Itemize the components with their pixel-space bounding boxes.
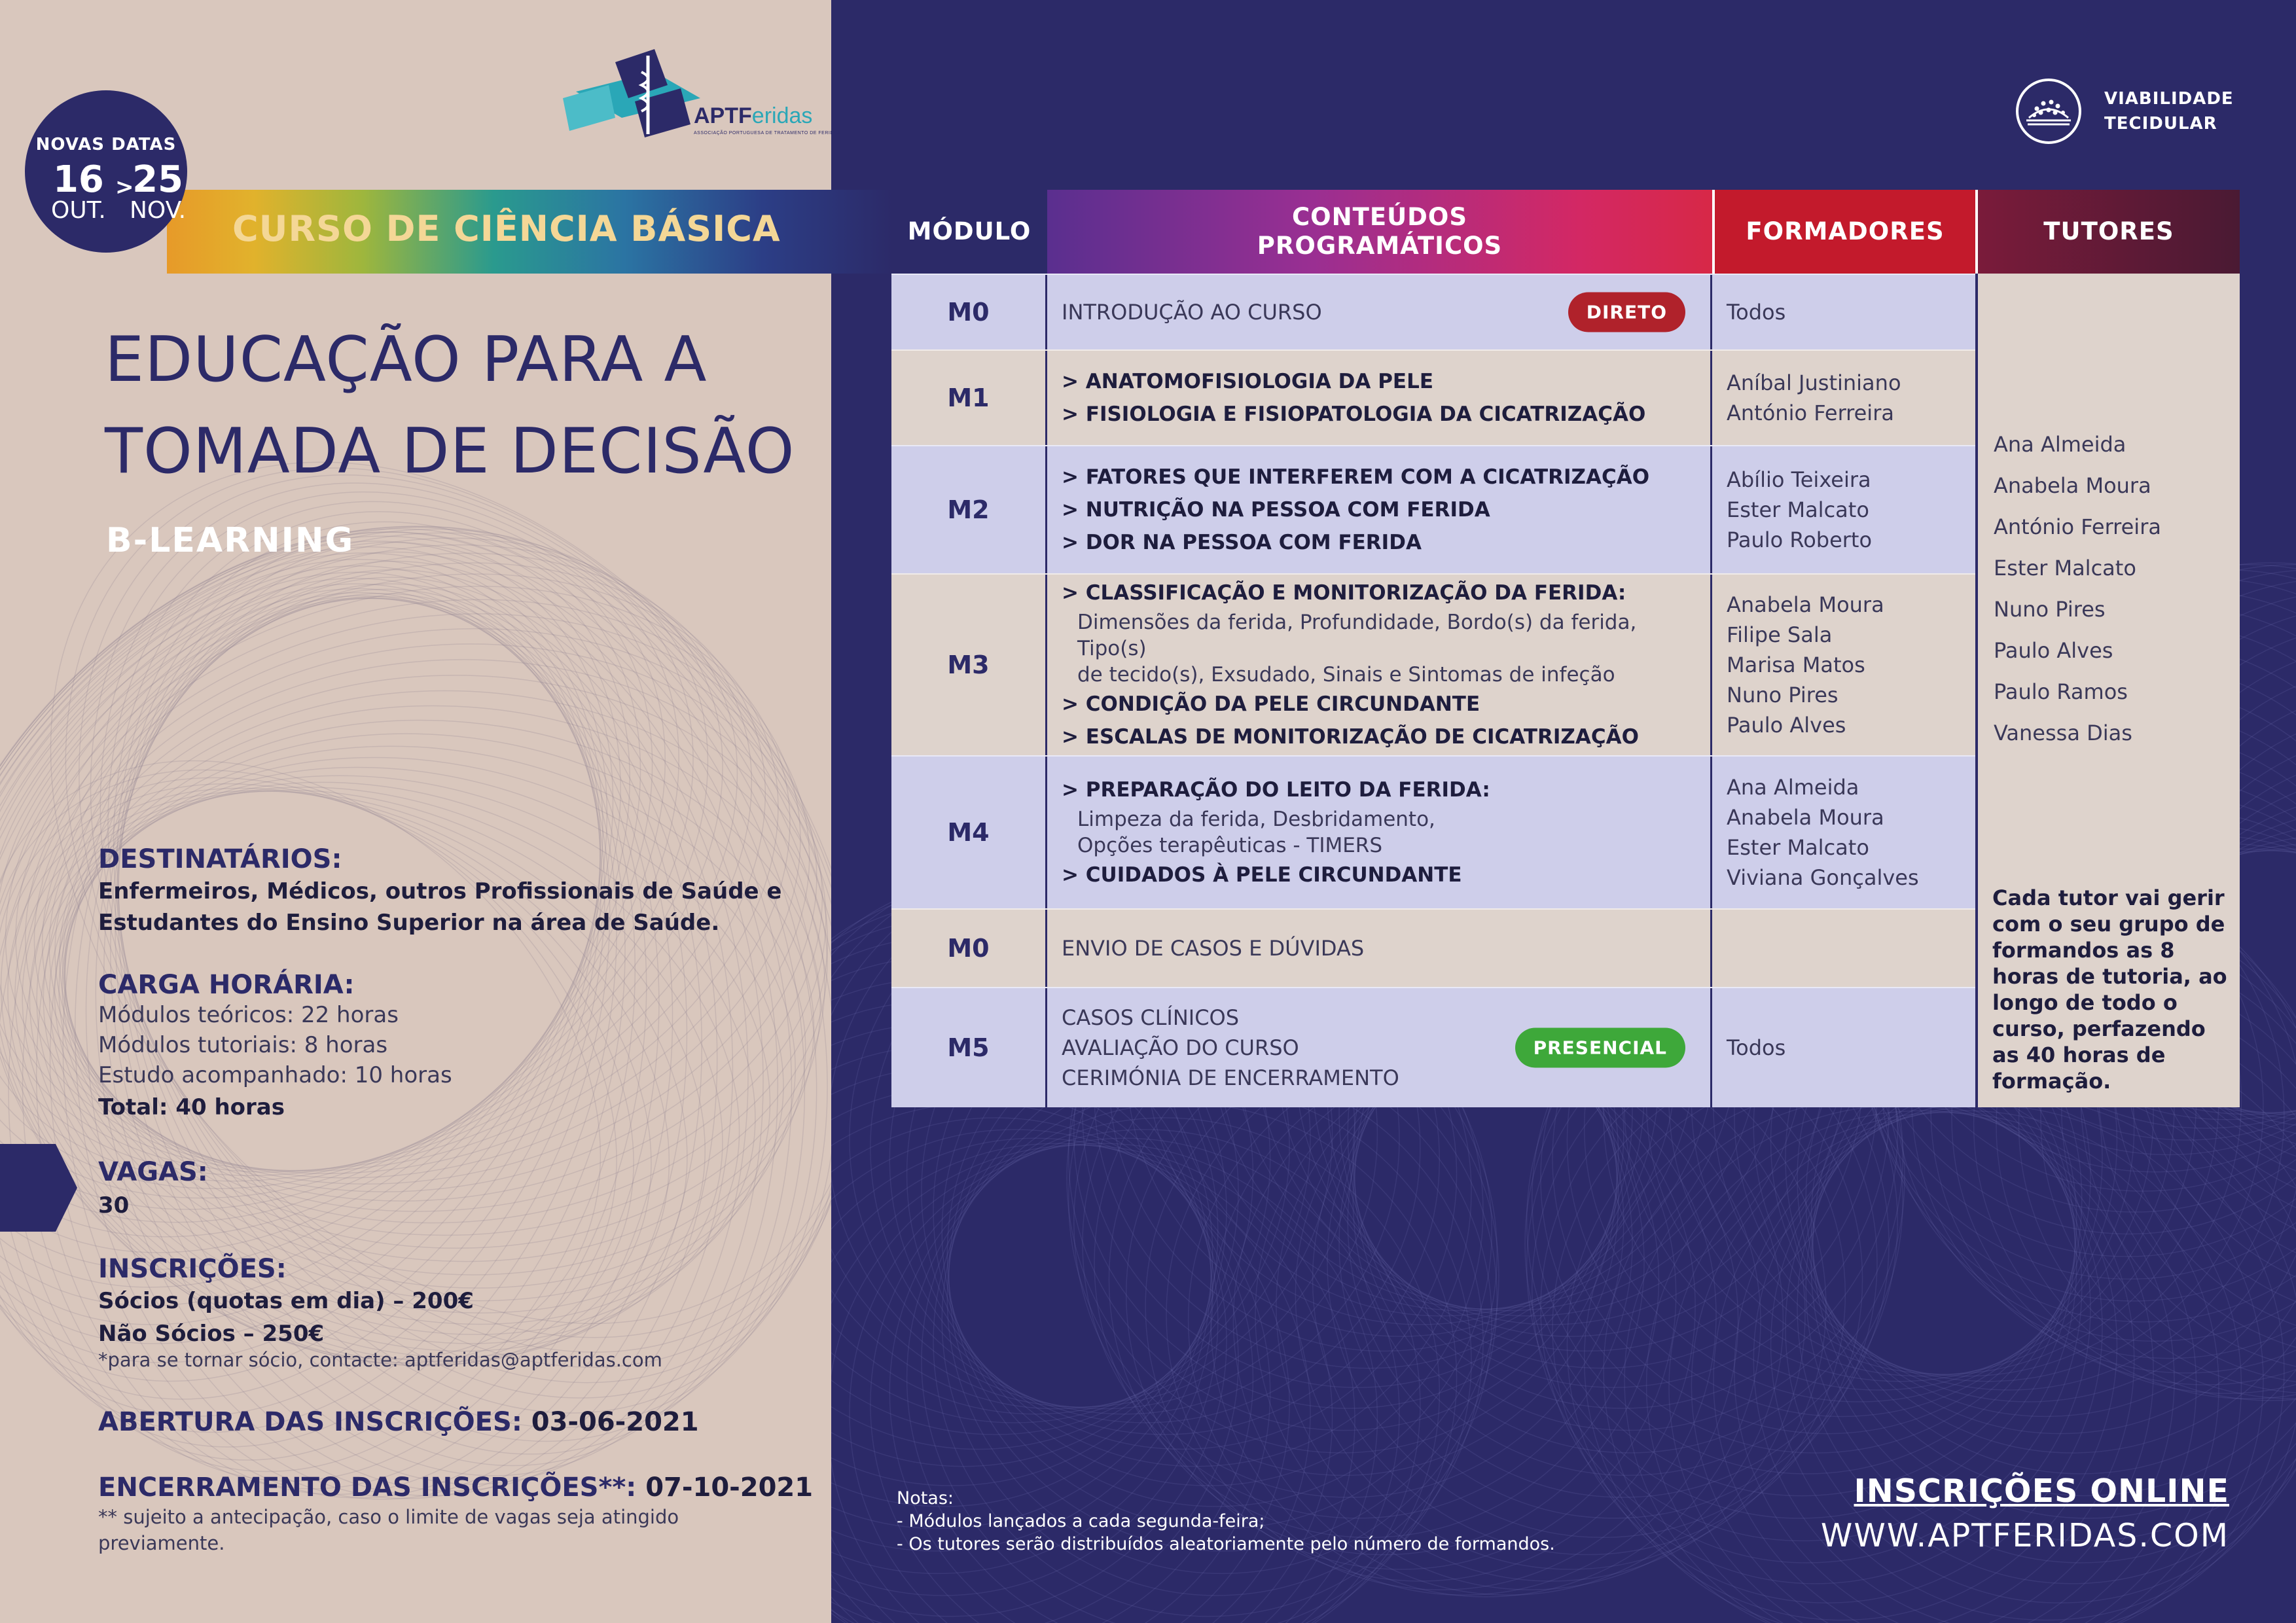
- abertura: [98, 1407, 699, 1437]
- content-detail: Limpeza da ferida, Desbridamento,: [1077, 808, 1435, 831]
- tutors-list: [1994, 424, 2161, 754]
- content-detail: Opções terapêuticas - TIMERS: [1077, 834, 1383, 857]
- logo-wordmark: APTFeridas: [694, 103, 813, 128]
- table-row: [891, 349, 1975, 445]
- start-day: 16: [52, 158, 104, 201]
- date-arrow: >: [115, 174, 134, 200]
- start-month: OUT.: [51, 197, 106, 224]
- destinatarios-line: Estudantes do Ensino Superior na área de Saúde.: [98, 910, 720, 936]
- module-code: M4: [891, 757, 1047, 908]
- page-title: [105, 314, 812, 497]
- destinatarios-line: Enfermeiros, Médicos, outros Profissionais de Saúde e: [98, 878, 782, 904]
- content-line: > ESCALAS DE MONITORIZAÇÃO DE CICATRIZAÇÃO: [1062, 725, 1639, 749]
- content-line: > DOR NA PESSOA COM FERIDA: [1062, 531, 1422, 554]
- trainer-name: Anabela Moura: [1727, 805, 1884, 830]
- logo-subtitle: ASSOCIAÇÃO PORTUGUESA DE TRATAMENTO DE FERIDAS: [694, 131, 841, 135]
- module-trainers: [1712, 351, 1975, 445]
- date-label: NOVAS DATAS: [35, 135, 177, 154]
- table-row: [891, 573, 1975, 755]
- carga-total: Total: 40 horas: [98, 1094, 285, 1120]
- inscricoes-note: *para se tornar sócio, contacte: aptferidas@aptferidas.com: [98, 1349, 662, 1371]
- vagas-value: 30: [98, 1192, 130, 1219]
- trainer-name: Marisa Matos: [1727, 652, 1865, 677]
- trainer-name: Ana Almeida: [1727, 775, 1859, 800]
- module-code: M2: [891, 446, 1047, 573]
- carga-heading: CARGA HORÁRIA:: [98, 970, 355, 1000]
- abertura-date: 03-06-2021: [522, 1407, 699, 1437]
- table-row: [891, 987, 1975, 1107]
- header-formadores: FORMADORES: [1712, 190, 1975, 274]
- content-line: CERIMÓNIA DE ENCERRAMENTO: [1062, 1065, 1399, 1090]
- module-trainers: [1712, 910, 1975, 987]
- trainer-name: Todos: [1727, 300, 1786, 325]
- tutor-name: Paulo Ramos: [1994, 679, 2128, 704]
- trainer-name: Paulo Alves: [1727, 713, 1846, 738]
- table-header: [891, 190, 2240, 274]
- table-row: [891, 445, 1975, 573]
- encerramento: [98, 1472, 813, 1503]
- module-content: [1047, 351, 1712, 445]
- trainer-name: Filipe Sala: [1727, 622, 1833, 647]
- tutor-name: António Ferreira: [1994, 514, 2161, 539]
- content-line: CASOS CLÍNICOS: [1062, 1005, 1240, 1030]
- module-trainers: [1712, 446, 1975, 573]
- header-conteudos: [1047, 190, 1712, 274]
- content-line: > FATORES QUE INTERFEREM COM A CICATRIZAÇÃO: [1062, 465, 1650, 489]
- content-line: > FISIOLOGIA E FISIOPATOLOGIA DA CICATRIZAÇÃO: [1062, 402, 1646, 426]
- module-content: [1047, 757, 1712, 908]
- carga-line: Módulos tutoriais: 8 horas: [98, 1032, 388, 1058]
- module-code: M3: [891, 575, 1047, 755]
- aptferidas-logo: [550, 46, 772, 144]
- trainer-name: Ester Malcato: [1727, 835, 1869, 860]
- end-day: 25: [132, 158, 183, 201]
- vagas-heading: VAGAS:: [98, 1157, 208, 1187]
- tutor-name: Ester Malcato: [1994, 556, 2136, 580]
- start-date: [51, 158, 106, 224]
- program-table: [891, 190, 2240, 1107]
- encerramento-date: 07-10-2021: [636, 1472, 814, 1503]
- trainer-name: Nuno Pires: [1727, 683, 1839, 707]
- viabilidade-line: VIABILIDADE: [2104, 89, 2234, 109]
- trainer-name: Paulo Roberto: [1727, 527, 1873, 552]
- destinatarios-text: [98, 876, 782, 938]
- vagas-arrow-marker: [0, 1144, 77, 1232]
- trainer-name: Todos: [1727, 1035, 1786, 1060]
- skin-tissue-icon: [2015, 77, 2083, 145]
- module-trainers: [1712, 575, 1975, 755]
- title-line-1: EDUCAÇÃO PARA A: [105, 324, 708, 396]
- content-line: > PREPARAÇÃO DO LEITO DA FERIDA:: [1062, 778, 1490, 802]
- content-line: AVALIAÇÃO DO CURSO: [1062, 1035, 1299, 1060]
- table-row: [891, 908, 1975, 987]
- module-content: [1047, 575, 1712, 755]
- trainer-name: Aníbal Justiniano: [1727, 370, 1901, 395]
- note-line: - Módulos lançados a cada segunda-feira;: [897, 1511, 1265, 1531]
- content-line: > NUTRIÇÃO NA PESSOA COM FERIDA: [1062, 498, 1490, 522]
- trainer-name: Ester Malcato: [1727, 497, 1869, 522]
- trainer-name: Anabela Moura: [1727, 592, 1884, 617]
- carga-line: Módulos teóricos: 22 horas: [98, 1002, 399, 1028]
- trainer-name: Viviana Gonçalves: [1727, 865, 1919, 890]
- end-date: [130, 158, 187, 224]
- tutors-note: Cada tutor vai gerir com o seu grupo de formandos as 8 horas de tutoria, ao longo de todo o curso, perfazendo as 40 horas de formação.: [1992, 885, 2227, 1094]
- register-online-link[interactable]: INSCRIÇÕES ONLINE: [1854, 1472, 2229, 1510]
- delivery-badge: PRESENCIAL: [1515, 1028, 1685, 1068]
- carga-list: [98, 1000, 452, 1090]
- header-conteudos-line: PROGRAMÁTICOS: [1257, 232, 1503, 260]
- abertura-label: ABERTURA DAS INSCRIÇÕES:: [98, 1407, 522, 1437]
- module-code: M1: [891, 351, 1047, 445]
- tutor-name: Ana Almeida: [1994, 432, 2126, 457]
- header-modulo: MÓDULO: [891, 190, 1047, 274]
- content-line: INTRODUÇÃO AO CURSO: [1062, 300, 1322, 325]
- inscricoes-heading: INSCRIÇÕES:: [98, 1254, 287, 1284]
- module-code: M0: [891, 275, 1047, 349]
- inscricoes-socios: Sócios (quotas em dia) – 200€: [98, 1288, 474, 1314]
- course-type: CURSO DE CIÊNCIA BÁSICA: [232, 208, 781, 249]
- module-code: M5: [891, 988, 1047, 1107]
- tutor-name: Nuno Pires: [1994, 597, 2106, 622]
- destinatarios-heading: DESTINATÁRIOS:: [98, 844, 342, 874]
- viabilidade-line: TECIDULAR: [2104, 114, 2217, 134]
- note-line: - Os tutores serão distribuídos aleatoriamente pelo número de formandos.: [897, 1534, 1555, 1554]
- module-content: [1047, 275, 1712, 349]
- notes-title: Notas:: [897, 1488, 954, 1508]
- module-content: [1047, 446, 1712, 573]
- website-link[interactable]: WWW.APTFERIDAS.COM: [1820, 1517, 2229, 1554]
- encerramento-note: ** sujeito a antecipação, caso o limite de vagas seja atingido previamente.: [98, 1506, 679, 1554]
- carga-line: Estudo acompanhado: 10 horas: [98, 1062, 452, 1088]
- tutor-name: Vanessa Dias: [1994, 721, 2132, 745]
- content-line: ENVIO DE CASOS E DÚVIDAS: [1062, 936, 1365, 961]
- module-trainers: [1712, 988, 1975, 1107]
- content-detail: de tecido(s), Exsudado, Sinais e Sintomas de infeção: [1077, 663, 1615, 687]
- module-content: [1047, 988, 1712, 1107]
- content-line: > CLASSIFICAÇÃO E MONITORIZAÇÃO DA FERIDA:: [1062, 581, 1626, 605]
- table-row: [891, 274, 1975, 349]
- title-line-2: TOMADA DE DECISÃO: [105, 416, 795, 488]
- inscricoes-nao-socios: Não Sócios – 250€: [98, 1321, 325, 1347]
- table-row: [891, 755, 1975, 908]
- content-line: > CONDIÇÃO DA PELE CIRCUNDANTE: [1062, 692, 1480, 716]
- tutor-name: Anabela Moura: [1994, 473, 2151, 498]
- module-content: [1047, 910, 1712, 987]
- module-trainers: [1712, 757, 1975, 908]
- content-detail: Dimensões da ferida, Profundidade, Bordo(s) da ferida, Tipo(s): [1077, 611, 1637, 660]
- notes: [897, 1487, 1555, 1556]
- trainer-name: Abílio Teixeira: [1727, 467, 1871, 492]
- tutors-column: [1975, 274, 2240, 1107]
- header-tutores: TUTORES: [1975, 190, 2240, 274]
- course-format: B-LEARNING: [106, 521, 355, 560]
- tutor-name: Paulo Alves: [1994, 638, 2113, 663]
- header-conteudos-line: CONTEÚDOS: [1292, 203, 1467, 231]
- content-line: > ANATOMOFISIOLOGIA DA PELE: [1062, 370, 1434, 393]
- module-code: M0: [891, 910, 1047, 987]
- content-line: > CUIDADOS À PELE CIRCUNDANTE: [1062, 863, 1462, 887]
- viabilidade-label: [2104, 86, 2234, 136]
- encerramento-label: ENCERRAMENTO DAS INSCRIÇÕES**:: [98, 1472, 637, 1503]
- trainer-name: António Ferreira: [1727, 401, 1894, 425]
- module-trainers: [1712, 275, 1975, 349]
- delivery-badge: DIRETO: [1568, 293, 1685, 332]
- end-month: NOV.: [130, 197, 187, 224]
- date-badge: [25, 90, 187, 253]
